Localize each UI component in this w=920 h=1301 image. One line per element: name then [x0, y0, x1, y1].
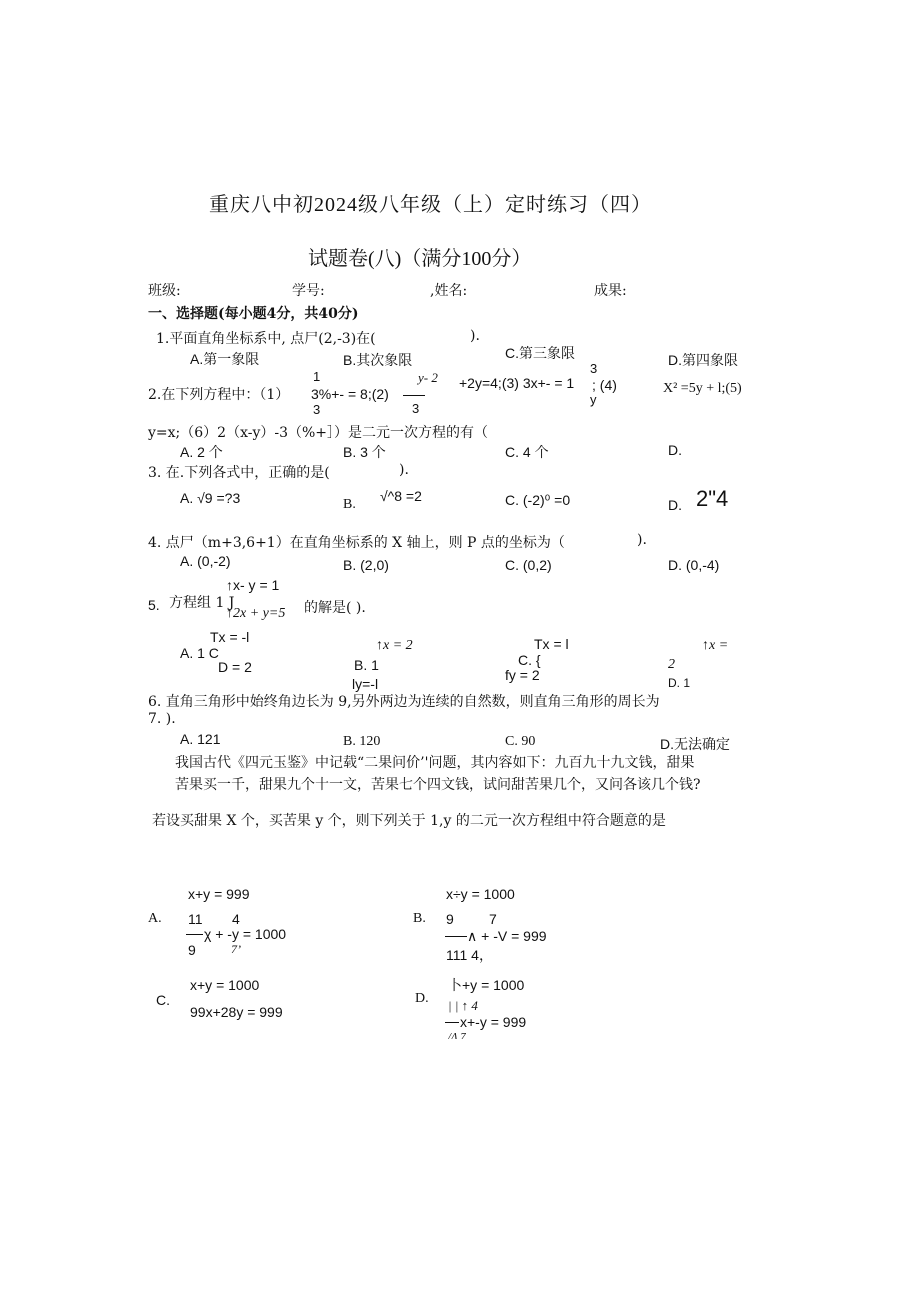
q5-option-a: A. 1 C — [180, 645, 219, 661]
q6-line2: 7. ). — [148, 711, 176, 727]
q7-line2: 苦果买一千，甜果九个十一文，苦果七个四文钱，试问甜苦果几个，又问各该几个钱? — [175, 777, 701, 793]
q7-option-b-label: B. — [413, 911, 426, 926]
q3-option-b-expr: √^8 =2 — [380, 488, 422, 504]
q5-option-d-top: ↑x = — [702, 638, 729, 653]
q5-option-c: C. { — [518, 652, 541, 668]
q3-option-a: A. √9 =?3 — [180, 490, 241, 506]
q7-option-d-eq1: 卜+y = 1000 — [448, 977, 525, 993]
q7-option-a-num1: 11 — [188, 911, 203, 927]
q2-option-b: B. 3 个 — [343, 444, 386, 460]
q7-option-a-eq2: χ + -y = 1000 — [204, 926, 287, 942]
q4-stem-end: ). — [637, 532, 647, 548]
q5-option-a-top: Tx = -l — [210, 629, 250, 645]
q4-option-a: A. (0,-2) — [180, 553, 231, 569]
q2-frac2-num: y- 2 — [418, 370, 438, 385]
q6-option-b: B. 120 — [343, 734, 381, 749]
q2-option-c: C. 4 个 — [505, 444, 549, 460]
student-id-field-label: 学号: — [292, 283, 325, 299]
q6-option-c: C. 90 — [505, 734, 536, 749]
q4-stem: 4. 点尸（m+3,6+1）在直角坐标系的 X 轴上，则 P 点的坐标为（ — [148, 535, 565, 551]
q6-option-a: A. 121 — [180, 731, 221, 747]
q7-option-a-eq1: x+y = 999 — [188, 886, 250, 902]
q5-option-a-bottom: D = 2 — [218, 659, 252, 675]
q3-option-c: C. (-2)⁰ =0 — [505, 492, 571, 508]
q1-stem: 1.平面直角坐标系中, 点尸(2,-3)在( — [156, 331, 376, 347]
q7-option-b-eq2: ∧ + -V = 999 — [467, 928, 547, 944]
q7-option-b-num2: 7 — [489, 911, 497, 927]
q3-option-b: B. — [343, 497, 356, 512]
q7-option-b-eq1: x÷y = 1000 — [446, 886, 515, 902]
q5-option-d: D. 1 — [668, 676, 691, 690]
page-subtitle: 试题卷(八)（满分100分） — [308, 248, 532, 270]
q4-option-c: C. (0,2) — [505, 557, 552, 573]
q7-option-a-den1: 9 — [188, 942, 196, 958]
q1-option-d: D.第四象限 — [668, 352, 738, 368]
q2-lead: 2.在下列方程中：（1） — [148, 387, 290, 403]
q5-tail: 的解是( ). — [304, 600, 366, 616]
q1-option-c: C.第三象限 — [505, 345, 575, 361]
q7-option-d-eq2: x+-y = 999 — [460, 1014, 527, 1030]
q2-option-a: A. 2 个 — [180, 444, 223, 460]
q7-option-c-eq1: x+y = 1000 — [190, 977, 260, 993]
q2-part5: X² =5y + l;(5) — [663, 381, 742, 396]
q7-option-a-den2: 7’ — [231, 942, 241, 956]
q1-option-b: B.其次象限 — [343, 352, 413, 368]
q7-option-c-eq2: 99x+28y = 999 — [190, 1004, 283, 1020]
q6-option-d: D.无法确定 — [660, 736, 730, 752]
q7-option-a-num2: 4 — [232, 911, 240, 927]
q7-option-b-fraction-bar — [445, 936, 467, 937]
q6-stem: 6. 直角三角形中始终角边长为 9,另外两边为连续的自然数，则直角三角形的周长为 — [148, 694, 660, 710]
q2-line2: y=x;（6）2（x-y）-3（%+］）是二元一次方程的有（ — [148, 425, 489, 441]
q2-frac3-den: y — [590, 392, 597, 407]
q3-stem: 3. 在.下列各式中，正确的是( — [148, 465, 330, 481]
q7-option-c-label: C. — [156, 992, 170, 1008]
q1-option-a: A.第一象限 — [190, 351, 260, 367]
name-field-label: ,姓名: — [430, 283, 468, 299]
q5-equation-2: ↑2x + y=5 — [226, 606, 286, 621]
q2-part4: ; (4) — [592, 377, 617, 393]
q2-frac1-num: 1 — [313, 369, 321, 384]
q5-option-c-bottom: fy = 2 — [505, 667, 540, 683]
q7-option-b-num1: 9 — [446, 911, 454, 927]
q2-frac1-den: 3 — [313, 402, 321, 417]
q4-option-d: D. (0,-4) — [668, 557, 720, 573]
q4-option-b: B. (2,0) — [343, 557, 389, 573]
q2-option-d: D. — [668, 442, 682, 458]
page-title: 重庆八中初2024级八年级（上）定时练习（四） — [209, 194, 652, 216]
q5-option-c-top: Tx = l — [534, 636, 569, 652]
score-field-label: 成果: — [594, 283, 627, 299]
q5-option-b: B. 1 — [354, 657, 379, 673]
section-heading: 一、选择题(每小题4分，共40分) — [148, 306, 359, 322]
q2-part1: 3%+- = 8;(2) — [311, 386, 389, 402]
q5-option-b-top: ↑x = 2 — [376, 638, 413, 653]
q7-option-a-fraction-bar — [186, 934, 203, 935]
q7-option-d-fraction-bar — [445, 1022, 459, 1023]
class-field-label: 班级: — [148, 283, 181, 299]
q3-option-d: D. — [668, 497, 682, 513]
q5-number: 5. — [148, 597, 160, 613]
q5-option-b-bottom: ly=-l — [352, 676, 379, 692]
q2-part3: +2y=4;(3) 3x+- = 1 — [459, 375, 575, 391]
q7-option-d-den: /Λ 7 — [448, 1031, 466, 1039]
q7-option-d-mid: | | ↑ 4 — [448, 998, 478, 1013]
q5-equation-1: ↑x- y = 1 — [226, 577, 280, 593]
q2-fraction-bar — [403, 395, 425, 396]
q1-stem-end: ). — [470, 328, 480, 344]
q7-line3: 若设买甜果 X 个，买苦果 y 个，则下列关于 1,y 的二元一次方程组中符合题意的是 — [152, 813, 666, 829]
q5-option-d-mid: 2 — [668, 657, 675, 672]
q2-frac3-num: 3 — [590, 361, 598, 376]
q7-option-a-label: A. — [148, 911, 162, 926]
q3-option-d-expr: 2"4 — [696, 486, 729, 511]
q7-option-d-label: D. — [415, 991, 429, 1006]
q3-stem-end: ). — [399, 462, 409, 478]
q2-frac2-den: 3 — [412, 401, 420, 416]
q7-option-b-den: 111 4， — [446, 947, 493, 963]
q7-line1: 我国古代《四元玉鉴》中记载“二果问价’'问题，其内容如下：九百九十九文钱，甜果 — [175, 755, 695, 771]
q5-lead: 方程组 1 J — [169, 595, 235, 611]
